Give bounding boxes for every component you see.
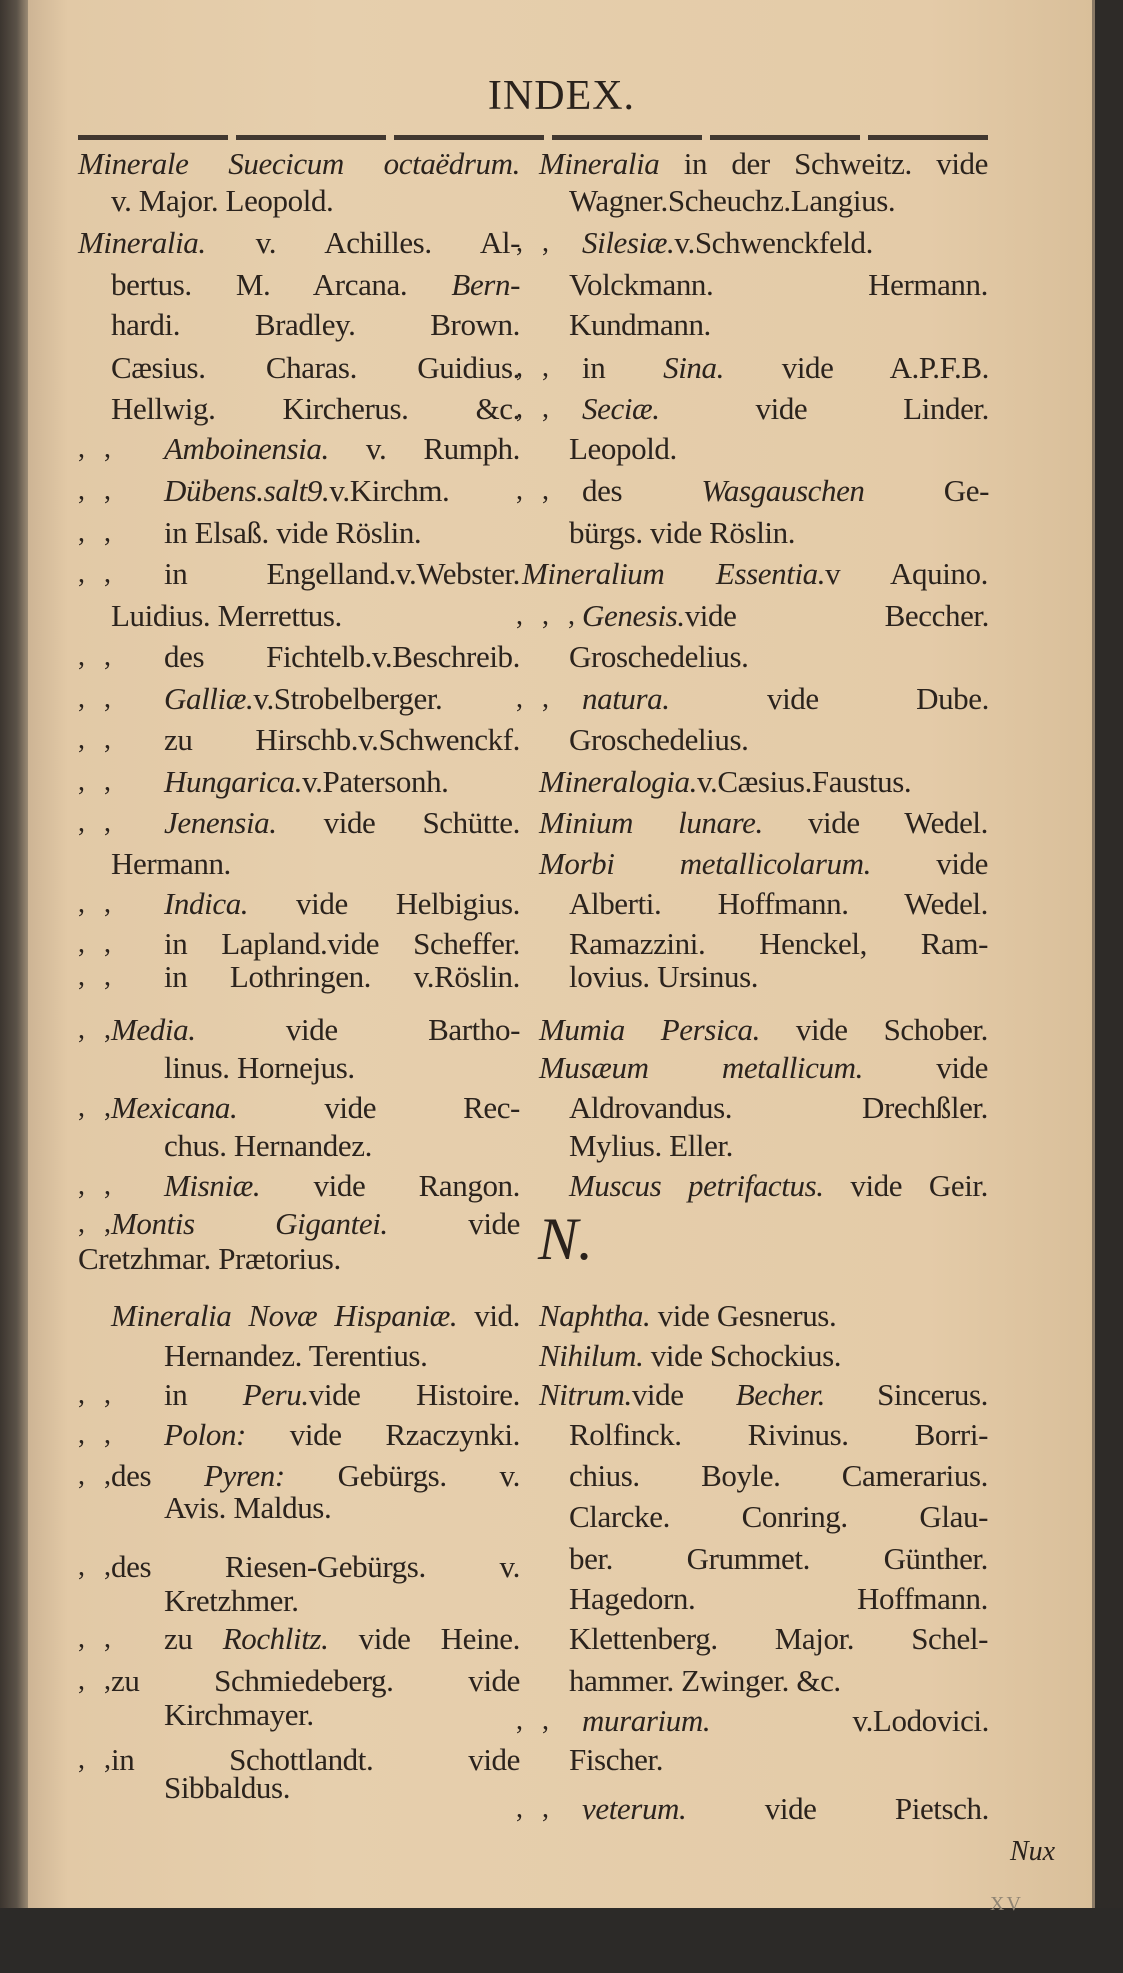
index-text: Kirchmayer. (164, 1697, 314, 1732)
left-index-line (164, 1167, 520, 1205)
right-index-line (569, 1540, 988, 1578)
index-text: Groschedelius. (569, 639, 749, 674)
index-text: Gebürgs. v. (284, 1458, 520, 1493)
left-index-line (164, 1337, 520, 1375)
right-index-line (569, 1498, 988, 1536)
index-text: vide Wedel. (762, 805, 988, 840)
index-text: vide Linder. (659, 391, 989, 426)
index-text: Clarcke. Conring. Glau- (569, 1499, 988, 1534)
ditto-marks: , , (516, 1793, 555, 1824)
index-text: Cretzhmar. Prætorius. (78, 1241, 341, 1276)
ditto-marks: , , (516, 1705, 555, 1736)
index-text: Volckmann. Hermann. (569, 267, 988, 302)
index-text: v. Achilles. Al- (205, 225, 520, 260)
index-text: bürgs. vide Röslin. (569, 515, 796, 550)
index-text: hardi. Bradley. Brown. (111, 307, 520, 342)
ditto-marks: , , (78, 1092, 117, 1123)
index-text: zu Schmiedeberg. vide (111, 1663, 520, 1698)
left-index-line (164, 721, 520, 759)
index-text: Hellwig. Kircherus. &c. (111, 391, 520, 426)
index-text: vide Bartho- (195, 1012, 520, 1047)
index-text: vide Heine. (328, 1621, 521, 1656)
index-text: vide Beccher. (684, 598, 989, 633)
index-term: Mineralia. (78, 225, 206, 260)
index-term: Becher. (735, 1377, 825, 1412)
right-index-line (539, 1297, 988, 1335)
index-text: Klettenberg. Major. Schel- (569, 1621, 988, 1656)
index-term: Montis Gigantei. (111, 1206, 388, 1241)
ditto-marks: , , (78, 1208, 117, 1239)
right-index-line (522, 555, 988, 593)
left-index-line (164, 680, 520, 718)
index-term: Mineralogia. (539, 764, 697, 799)
index-text: v Aquino. (825, 556, 988, 591)
index-text: vide Pietsch. (686, 1791, 989, 1826)
left-index-line (164, 1769, 520, 1807)
left-index-line (111, 1297, 520, 1335)
ditto-marks: , , (78, 1170, 117, 1201)
page-title: INDEX. (487, 73, 636, 119)
index-term: Media. (111, 1012, 196, 1047)
right-index-line (569, 266, 988, 304)
right-index-line (569, 514, 988, 552)
index-term: Genesis. (582, 598, 685, 633)
right-index-line (539, 845, 988, 883)
index-text: vide (862, 1050, 988, 1085)
right-index-line (569, 306, 988, 344)
left-index-line (164, 1620, 520, 1658)
index-text: v.Cæsius.Faustus. (696, 764, 912, 799)
left-index-line (111, 182, 520, 220)
index-term: Seciæ. (582, 391, 660, 426)
index-text: ber. Grummet. Günther. (569, 1541, 988, 1576)
index-text: Avis. Maldus. (164, 1490, 332, 1525)
left-index-line (164, 638, 520, 676)
left-index-line (164, 804, 520, 842)
pencil-page-note: XV (990, 1893, 1023, 1915)
index-text: des Riesen-Gebürgs. v. (111, 1549, 520, 1584)
ditto-marks: , , (78, 433, 117, 464)
index-term: Dübens.salt9. (164, 473, 330, 508)
index-term: Mineralia Novæ Hispaniæ. (111, 1298, 458, 1333)
right-index-line (569, 721, 988, 759)
index-text: chus. Hernandez. (164, 1128, 372, 1163)
index-text: vide Schober. (759, 1012, 988, 1047)
index-term: Mineralia (539, 146, 660, 181)
index-term: Wasgauschen (701, 473, 865, 508)
ditto-marks: , , (78, 558, 117, 589)
left-index-line (111, 1205, 520, 1243)
right-index-line (569, 1662, 988, 1700)
right-index-line (582, 1702, 989, 1740)
index-text: Cæsius. Charas. Guidius. (111, 350, 520, 385)
index-text: Alberti. Hoffmann. Wedel. (569, 886, 988, 921)
index-term: Muscus petrifactus. (569, 1168, 824, 1203)
index-text: Kretzhmer. (164, 1583, 299, 1618)
index-term: Pyren: (204, 1458, 285, 1493)
index-text: Hagedorn. Hoffmann. (569, 1581, 988, 1616)
index-term: Jenensia. (164, 805, 277, 840)
right-index-line (569, 1620, 988, 1658)
right-index-line (582, 390, 989, 428)
right-index-line (539, 763, 988, 801)
ditto-marks: , , (78, 724, 117, 755)
left-index-line (111, 597, 520, 635)
ditto-marks: , , (516, 683, 555, 714)
index-text: vide Schütte. (276, 805, 520, 840)
index-term: Mineralium Essentia. (522, 556, 826, 591)
index-text: Sincerus. (824, 1377, 988, 1412)
right-index-line (569, 1089, 988, 1127)
header-rule (78, 135, 988, 140)
index-text: zu Hirschb.v.Schwenckf. (164, 722, 520, 757)
index-text: Luidius. Merrettus. (111, 598, 342, 633)
index-term: Silesiæ. (582, 225, 675, 260)
index-text: des Fichtelb.v.Beschreib. (164, 639, 520, 674)
index-term: Bern- (451, 267, 520, 302)
index-term: natura. (582, 681, 670, 716)
right-index-line (569, 430, 988, 468)
index-text: vide (631, 1377, 736, 1412)
left-index-line (111, 1548, 520, 1586)
index-text: in Lothringen. v.Röslin. (164, 959, 520, 994)
index-text: Ge- (864, 473, 989, 508)
right-index-line (539, 145, 988, 183)
index-text: linus. Hornejus. (164, 1050, 355, 1085)
index-term: Minerale Suecicum octaëdrum. (78, 146, 520, 181)
ditto-marks: , , (78, 1551, 117, 1582)
right-index-line (569, 1741, 988, 1779)
index-text: vide Geir. (823, 1168, 988, 1203)
right-index-line (569, 1167, 988, 1205)
index-term: Amboinensia. (164, 431, 329, 466)
index-text: in (582, 350, 664, 385)
right-index-line (569, 885, 988, 923)
index-text: chius. Boyle. Camerarius. (569, 1458, 988, 1493)
index-term: Polon: (164, 1417, 246, 1452)
index-text: Leopold. (569, 431, 677, 466)
left-index-line (78, 224, 520, 262)
right-index-line (582, 597, 989, 635)
index-text: Aldrovandus. Drechßler. (569, 1090, 988, 1125)
ditto-marks: , , (516, 227, 555, 258)
right-index-line (569, 1457, 988, 1495)
index-text: vide Gesnerus. (650, 1298, 837, 1333)
index-term: Galliæ. (164, 681, 254, 716)
index-term: Peru. (242, 1377, 309, 1412)
ditto-marks: , , , (516, 600, 581, 631)
left-index-line (164, 1127, 520, 1165)
index-text: des (111, 1458, 204, 1493)
index-text: in Engelland.v.Webster. (164, 556, 520, 591)
section-letter: N. (538, 1206, 594, 1272)
index-text: Hermann. (111, 846, 231, 881)
right-index-line (569, 1127, 988, 1165)
left-index-line (111, 349, 520, 387)
index-text: Fischer. (569, 1742, 664, 1777)
index-text: vide Dube. (669, 681, 989, 716)
ditto-marks: , , (78, 807, 117, 838)
right-index-line (569, 1580, 988, 1618)
index-text: in (164, 1377, 243, 1412)
index-text: v. Major. Leopold. (111, 183, 334, 218)
ditto-marks: , , (78, 928, 117, 959)
ditto-marks: , , (78, 1379, 117, 1410)
left-index-line (164, 958, 520, 996)
index-text: des (582, 473, 702, 508)
right-index-line (569, 1416, 988, 1454)
index-text: Mylius. Eller. (569, 1128, 734, 1163)
index-term: Mexicana. (111, 1090, 238, 1125)
right-index-line (539, 1011, 988, 1049)
ditto-marks: , , (78, 1744, 117, 1775)
ditto-marks: , , (78, 961, 117, 992)
ditto-marks: , , (78, 888, 117, 919)
right-index-line (539, 1337, 988, 1375)
left-index-line (111, 1011, 520, 1049)
left-index-line (111, 266, 520, 304)
index-text: in Elsaß. vide Röslin. (164, 515, 422, 550)
right-index-line (582, 349, 989, 387)
index-term: murarium. (582, 1703, 711, 1738)
index-text: vid. (457, 1298, 520, 1333)
index-term: Nihilum. (539, 1338, 644, 1373)
ditto-marks: , , (78, 1623, 117, 1654)
index-text: in Lapland.vide Scheffer. (164, 926, 520, 961)
index-text: vide Rec- (237, 1090, 520, 1125)
left-index-line (111, 845, 520, 883)
left-index-line (164, 1696, 520, 1734)
ditto-marks: , , (516, 393, 555, 424)
left-index-line (111, 1089, 520, 1127)
right-index-line (569, 638, 988, 676)
index-text: vide (870, 846, 988, 881)
index-text: v.Kirchm. (329, 473, 450, 508)
index-term: Sina. (663, 350, 724, 385)
left-index-line (164, 885, 520, 923)
index-text: Kundmann. (569, 307, 711, 342)
index-text: v.Lodovici. (710, 1703, 989, 1738)
right-index-line (582, 680, 989, 718)
index-term: Indica. (164, 886, 249, 921)
index-text: vide Histoire. (308, 1377, 520, 1412)
index-term: Naphtha. (539, 1298, 651, 1333)
ditto-marks: , , (78, 1460, 117, 1491)
index-text: Sibbaldus. (164, 1770, 291, 1805)
index-term: Minium lunare. (539, 805, 763, 840)
ditto-marks: , , (78, 641, 117, 672)
ditto-marks: , , (78, 683, 117, 714)
left-index-line (164, 1416, 520, 1454)
right-index-line (569, 182, 988, 220)
left-index-line (164, 514, 520, 552)
ditto-marks: , , (78, 475, 117, 506)
left-index-line (111, 390, 520, 428)
right-index-line (582, 472, 989, 510)
index-term: Nitrum. (539, 1377, 632, 1412)
catchword: Nux (1010, 1836, 1056, 1867)
left-index-line (164, 430, 520, 468)
book-gutter (0, 0, 28, 1973)
ditto-marks: , , (78, 1419, 117, 1450)
index-text: vide Schockius. (643, 1338, 842, 1373)
left-index-line (111, 306, 520, 344)
index-text: v.Patersonh. (302, 764, 449, 799)
left-index-line (164, 1376, 520, 1414)
index-text: lovius. Ursinus. (569, 959, 759, 994)
left-index-line (164, 1049, 520, 1087)
right-index-line (582, 224, 989, 262)
right-index-line (569, 958, 988, 996)
index-text: v. Rumph. (328, 431, 520, 466)
left-index-line (164, 1582, 520, 1620)
index-text: vide Helbigius. (248, 886, 520, 921)
right-index-line (539, 1376, 988, 1414)
index-text: zu (164, 1621, 223, 1656)
index-text: vide A.P.F.B. (723, 350, 989, 385)
index-text: in der Schweitz. vide (659, 146, 988, 181)
left-index-line (164, 1489, 520, 1527)
scan-background (0, 1908, 1123, 1973)
left-index-line (78, 1240, 520, 1278)
index-text: Rolfinck. Rivinus. Borri- (569, 1417, 988, 1452)
index-term: Musæum metallicum. (539, 1050, 863, 1085)
left-index-line (164, 472, 520, 510)
right-index-line (582, 1790, 989, 1828)
right-index-line (539, 804, 988, 842)
index-term: Rochlitz. (222, 1621, 329, 1656)
index-term: Misniæ. (164, 1168, 261, 1203)
left-index-line (164, 763, 520, 801)
index-text: Wagner.Scheuchz.Langius. (569, 183, 896, 218)
index-text: Ramazzini. Henckel, Ram- (569, 926, 988, 961)
left-index-line (78, 145, 520, 183)
left-index-line (111, 1662, 520, 1700)
index-text: v.Schwenckfeld. (674, 225, 873, 260)
ditto-marks: , , (78, 517, 117, 548)
left-index-line (164, 555, 520, 593)
index-text: v.Strobelberger. (253, 681, 443, 716)
index-text: vide Rzaczynki. (245, 1417, 520, 1452)
index-term: veterum. (582, 1791, 687, 1826)
ditto-marks: , , (78, 766, 117, 797)
index-term: Hungarica. (164, 764, 303, 799)
index-term: Morbi metallicolarum. (539, 846, 871, 881)
index-text: Groschedelius. (569, 722, 749, 757)
index-text: vide Rangon. (260, 1168, 520, 1203)
index-term: Mumia Persica. (539, 1012, 760, 1047)
index-text: in Schottlandt. vide (111, 1742, 520, 1777)
right-index-line (539, 1049, 988, 1087)
index-text: bertus. M. Arcana. (111, 267, 452, 302)
ditto-marks: , , (516, 475, 555, 506)
ditto-marks: , , (78, 1014, 117, 1045)
index-text: hammer. Zwinger. &c. (569, 1663, 841, 1698)
index-text: vide (387, 1206, 521, 1241)
ditto-marks: , , (78, 1665, 117, 1696)
ditto-marks: , , (516, 352, 555, 383)
index-text: Hernandez. Terentius. (164, 1338, 428, 1373)
